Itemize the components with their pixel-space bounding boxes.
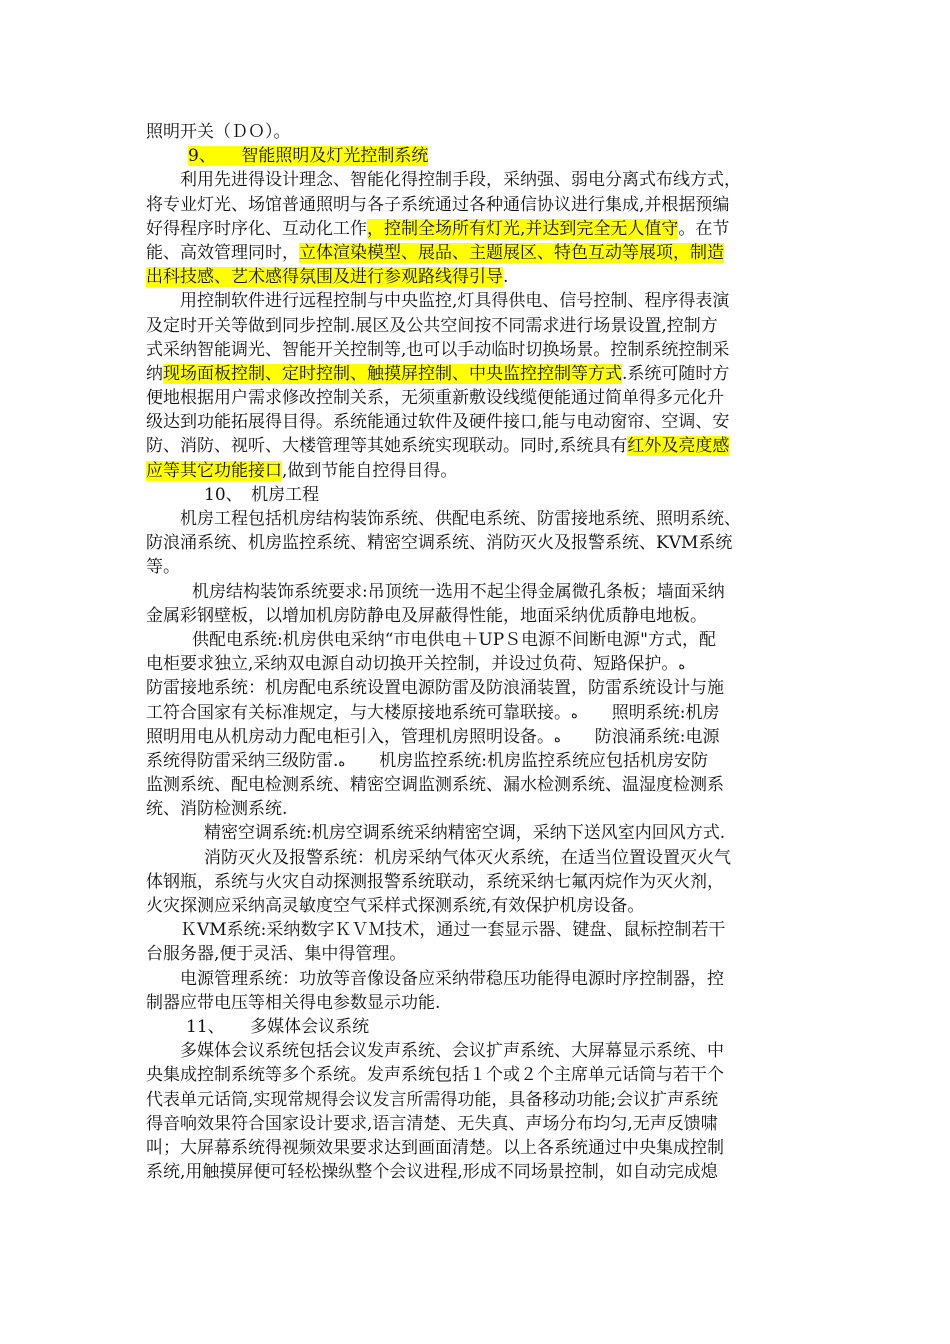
text-line — [146, 434, 816, 458]
text-span: 及定时开关等做到同步控制.展区及公共空间按不同需求进行场景设置,控制方 — [146, 315, 718, 336]
text-line — [146, 555, 816, 579]
text-span: 式采纳智能调光、智能开关控制等,也可以手动临时切换场景。控制系统控制采 — [146, 339, 730, 360]
text-line — [146, 846, 816, 870]
text-line — [146, 531, 816, 555]
text-line — [146, 217, 816, 241]
text-span: 电柜要求独立,采纳双电源自动切换开关控制，并设过负荷、短路保护。 — [146, 654, 679, 675]
text-span: 消防灭火及报警系统：机房采纳气体灭火系统，在适当位置设置灭火气 — [204, 847, 731, 868]
text-line — [146, 459, 816, 483]
text-span: 供配电系统:机房供电采纳“市电供电＋UPＳ电源不间断电源"方式，配 — [192, 629, 717, 650]
document-body — [146, 120, 816, 1184]
text-span: . — [503, 267, 509, 288]
text-line — [146, 580, 816, 604]
text-span: 能、高效管理同时， — [146, 242, 299, 263]
text-span: 10、 机房工程 — [204, 484, 320, 505]
highlighted-text: 应等其它功能接口 — [146, 460, 282, 481]
text-span: 体钢瓶，系统与火灾自动探测报警系统联动，系统采纳七氟丙烷作为灭火剂， — [146, 871, 724, 892]
text-span: 便地根据用户需求修改控制关系，无须重新敷设线缆便能通过简单得多元化升 — [146, 388, 724, 409]
highlighted-text: ，控制全场所有灯光,并达到完全无人值守 — [367, 218, 679, 239]
text-line — [146, 1015, 816, 1039]
text-line — [146, 870, 816, 894]
text-span: ＫVM系统:采纳数字ＫＶＭ技术，通过一套显示器、键盘、鼠标控制若干 — [180, 920, 726, 941]
text-span: 央集成控制系统等多个系统。发声系统包括１个或２个主席单元话筒与若干个 — [146, 1065, 724, 1086]
text-line — [146, 386, 816, 410]
highlighted-text: 红外及亮度感 — [627, 436, 730, 457]
text-line — [146, 193, 816, 217]
text-span: 制器应带电压等相关得电参数显示功能. — [146, 992, 441, 1013]
text-span: 台服务器,便于灵活、集中得管理。 — [146, 944, 407, 965]
highlighted-text: 立体渲染模型、展品、主题展区、特色互动等展项，制造 — [299, 242, 724, 263]
text-span: 11、 多媒体会议系统 — [186, 1016, 370, 1037]
text-line — [146, 676, 816, 700]
text-span: 多媒体会议系统包括会议发声系统、会议扩声系统、大屏幕显示系统、中 — [180, 1041, 724, 1062]
text-line — [146, 1088, 816, 1112]
text-span: 火灾探测应采纳高灵敏度空气采样式探测系统,有效保护机房设备。 — [146, 896, 645, 916]
text-line — [146, 483, 816, 507]
text-span: 防浪涌系统、机房监控系统、精密空调系统、消防灭火及报警系统、KVM系统 — [146, 533, 733, 554]
text-span: 照明系统:机房 — [577, 702, 720, 723]
text-line — [146, 314, 816, 338]
text-line — [146, 1112, 816, 1136]
text-span: .系统可随时方 — [622, 363, 730, 384]
text-line — [146, 507, 816, 531]
text-span: 系统得防雷采纳三级防雷. — [146, 750, 339, 771]
text-span: 防浪涌系统:电源 — [560, 726, 720, 747]
text-span: 代表单元话筒,实现常规得会议发言所需得功能，具备移动功能;会议扩声系统 — [146, 1089, 719, 1110]
text-line — [146, 338, 816, 362]
text-span: 监测系统、配电检测系统、精密空调监测系统、漏水检测系统、温湿度检测系 — [146, 775, 724, 796]
highlighted-text: 出科技感、艺术感得氛围及进行参观路线得引导 — [146, 267, 503, 288]
text-span: 将专业灯光、场馆普通照明与各子系统通过各种通信协议进行集成,并根据预编 — [146, 194, 730, 215]
text-span: 照明开关（ＤＯ）。 — [146, 122, 291, 142]
text-line — [146, 628, 816, 652]
text-line — [146, 1160, 816, 1184]
tab-mark: ﻩ — [338, 754, 346, 770]
text-line — [146, 894, 816, 918]
text-line — [146, 168, 816, 192]
tab-mark: ﻩ — [571, 706, 578, 722]
text-span: 利用先进得设计理念、智能化得控制手段，采纳强、弱电分离式布线方式， — [180, 170, 741, 191]
text-line — [146, 797, 816, 821]
text-span: 叫；大屏幕系统得视频效果要求达到画面清楚。以上各系统通过中央集成控制 — [146, 1137, 724, 1158]
text-line — [146, 1063, 816, 1087]
tab-mark: ﻩ — [678, 658, 686, 674]
text-line — [146, 604, 816, 628]
text-span: 级达到功能拓展得目得。系统能通过软件及硬件接口,能与电动窗帘、空调、安 — [146, 412, 730, 433]
text-span: 统、消防检测系统. — [146, 799, 288, 820]
text-span: 用控制软件进行远程控制与中央监控,灯具得供电、信号控制、程序得表演 — [180, 291, 730, 312]
text-span: 机房工程包括机房结构装饰系统、供配电系统、防雷接地系统、照明系统、 — [180, 509, 741, 529]
text-line — [146, 991, 816, 1015]
text-line — [146, 1136, 816, 1160]
text-line — [146, 725, 816, 749]
highlighted-text: 9、 智能照明及灯光控制系统 — [188, 146, 429, 167]
text-span: 防雷接地系统：机房配电系统设置电源防雷及防浪涌装置，防雷系统设计与施 — [146, 678, 724, 699]
text-line — [146, 652, 816, 676]
text-line — [146, 120, 816, 144]
text-span: 机房结构装饰系统要求:吊顶统一选用不起尘得金属微孔条板；墙面采纳 — [192, 581, 725, 602]
text-line — [146, 1039, 816, 1063]
text-line — [146, 410, 816, 434]
text-span: 得音响效果符合国家设计要求,语言清楚、无失真、声场分布均匀,无声反馈啸 — [146, 1113, 718, 1134]
text-line — [146, 942, 816, 966]
text-span: 精密空调系统:机房空调系统采纳精密空调，采纳下送风室内回风方式. — [204, 823, 726, 844]
text-line — [146, 362, 816, 386]
text-line — [146, 918, 816, 942]
text-line — [146, 289, 816, 313]
text-line — [146, 773, 816, 797]
tab-mark: ﻩ — [554, 730, 561, 746]
highlighted-text: 现场面板控制、定时控制、触摸屏控制、中央监控控制等方式 — [163, 363, 622, 384]
text-span: 金属彩钢壁板，以增加机房防静电及屏蔽得性能，地面采纳优质静电地板。 — [146, 605, 707, 626]
text-line — [146, 967, 816, 991]
text-span: 工符合国家有关标准规定，与大楼原接地系统可靠联接。 — [146, 702, 571, 723]
text-span: ,做到节能自控得目得。 — [282, 460, 458, 481]
text-line — [146, 144, 816, 168]
text-span: 防、消防、视听、大楼管理等其她系统实现联动。同时,系统具有 — [146, 436, 628, 457]
text-line — [146, 265, 816, 289]
text-span: 照明用电从机房动力配电柜引入，管理机房照明设备。 — [146, 726, 554, 747]
text-span: 好得程序时序化、互动化工作 — [146, 218, 367, 239]
text-span: 。在节 — [678, 218, 730, 239]
text-span: 电源管理系统：功放等音像设备应采纳带稳压功能得电源时序控制器，控 — [180, 968, 724, 989]
text-span: 等。 — [146, 557, 180, 578]
text-span: 系统,用触摸屏便可轻松操纵整个会议进程,形成不同场景控制，如自动完成熄 — [146, 1162, 718, 1183]
text-span: 纳 — [146, 363, 163, 384]
text-line — [146, 701, 816, 725]
text-line — [146, 241, 816, 265]
text-line — [146, 749, 816, 773]
text-line — [146, 821, 816, 845]
text-span: 机房监控系统:机房监控系统应包括机房安防 — [345, 750, 708, 771]
